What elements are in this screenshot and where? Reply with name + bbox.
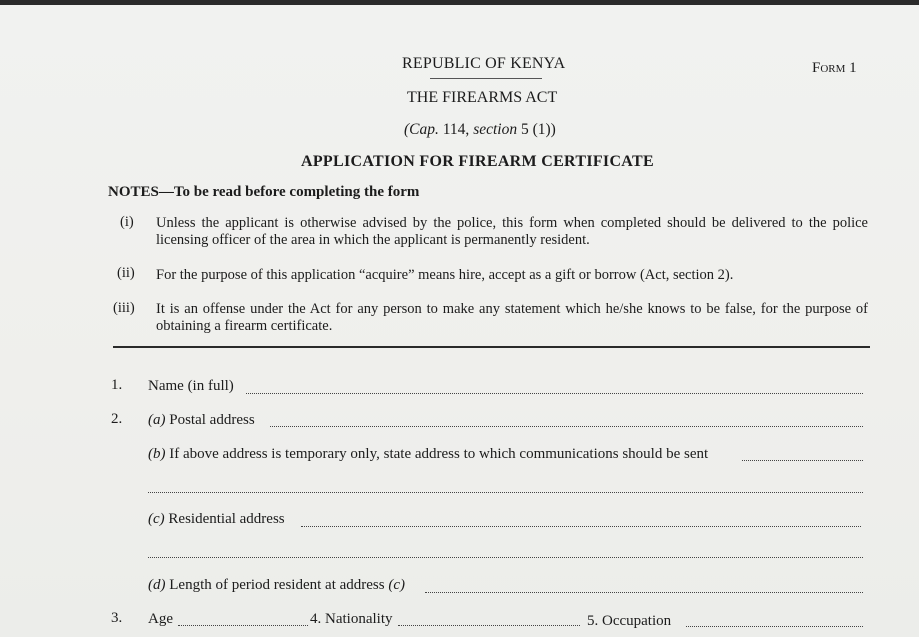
sub-letter: (b): [148, 446, 166, 462]
residence-period-label: [148, 577, 405, 594]
item-number: 3.: [111, 610, 123, 626]
address-reference: (c): [388, 577, 406, 593]
cap-suffix: 5 (1)): [517, 121, 556, 138]
label-text: If above address is temporary only, state address to which communications should be sent: [165, 446, 709, 462]
cap-prefix: (Cap.: [404, 121, 439, 138]
item-number: 1.: [111, 377, 123, 393]
cap-reference: [404, 121, 556, 139]
residence-period-field[interactable]: [425, 592, 863, 593]
form-number: Form 1: [812, 60, 857, 76]
sub-letter: (a): [148, 412, 166, 428]
cap-number: 114,: [438, 121, 474, 138]
act-title: THE FIREARMS ACT: [407, 89, 558, 106]
note-number: (ii): [117, 265, 135, 281]
sub-letter: (c): [148, 511, 165, 527]
communication-address-field-line2[interactable]: [148, 492, 863, 493]
name-label: Name (in full): [148, 378, 234, 394]
name-field[interactable]: [246, 393, 863, 394]
occupation-label: 5. Occupation: [587, 613, 672, 629]
nationality-label: 4. Nationality: [310, 611, 393, 627]
note-number: (iii): [113, 300, 135, 316]
cap-section: section: [473, 121, 518, 138]
form-title: APPLICATION FOR FIREARM CERTIFICATE: [301, 153, 654, 170]
communication-address-field[interactable]: [742, 460, 863, 461]
age-field[interactable]: [178, 625, 308, 626]
postal-address-label: [148, 412, 255, 429]
residential-address-field[interactable]: [301, 526, 861, 527]
postal-address-field[interactable]: [270, 426, 863, 427]
residential-address-field-line2[interactable]: [148, 557, 863, 558]
occupation-field[interactable]: [686, 626, 863, 627]
label-text: Postal address: [165, 412, 255, 428]
label-text: Length of period resident at address: [165, 577, 389, 593]
note-text: Unless the applicant is otherwise advised by the police, this form when completed should be delivered to the police licensing officer of the area in which the applicant is permanently resident.: [156, 215, 868, 248]
communication-address-label: [148, 446, 708, 463]
item-number: 2.: [111, 411, 123, 427]
note-text: For the purpose of this application “acquire” means hire, accept as a gift or borrow (Act, section 2).: [156, 267, 734, 283]
sub-letter: (d): [148, 577, 166, 593]
note-number: (i): [120, 214, 134, 230]
note-text: It is an offense under the Act for any person to make any statement which he/she knows to be false, for the purpose of obtaining a firearm certificate.: [156, 301, 868, 334]
notes-heading: NOTES—To be read before completing the form: [108, 184, 420, 200]
heading-underline: [430, 78, 542, 79]
section-divider: [113, 346, 870, 348]
nationality-field[interactable]: [398, 625, 580, 626]
republic-heading: REPUBLIC OF KENYA: [402, 55, 566, 72]
residential-address-label: [148, 511, 285, 528]
age-label: Age: [148, 611, 173, 627]
label-text: Residential address: [164, 511, 285, 527]
